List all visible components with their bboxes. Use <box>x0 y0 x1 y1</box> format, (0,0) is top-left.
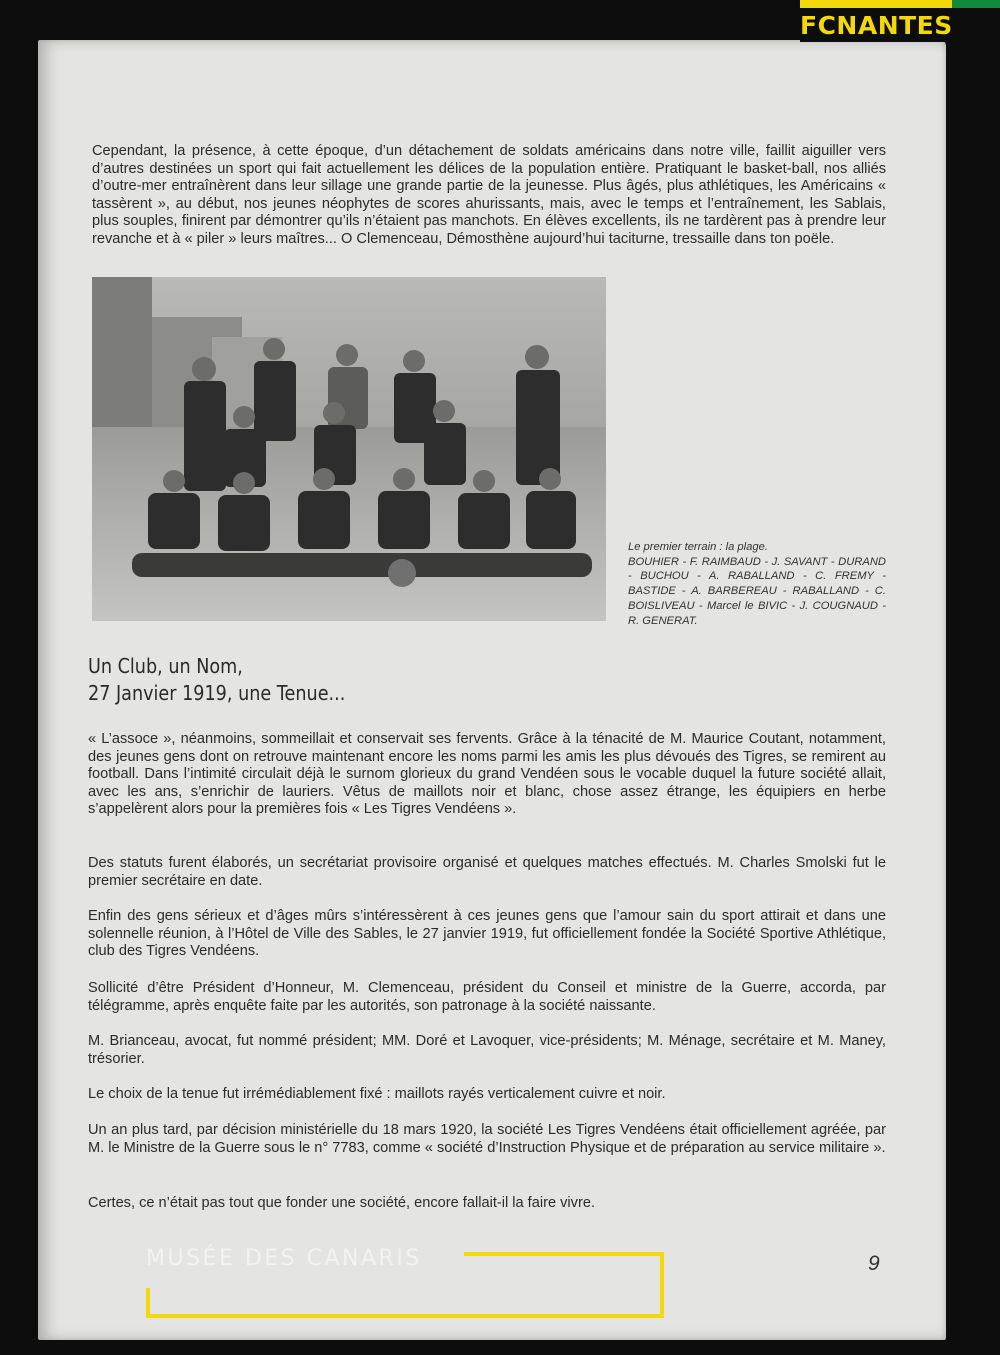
paragraph-7: Un an plus tard, par décision ministérielle du 18 mars 1920, la société Les Tigres Vendéens était officiellement agréée, par M. le Ministre de la Guerre sous le n° 7783, comme « société d’Instruction Physique et de préparation au service militaire ». <box>88 1122 886 1156</box>
paragraph-3: Enfin des gens sérieux et d’âges mûrs s’intéressèrent à ces jeunes gens que l’amour sain du sport attirait et dans une solennelle réunion, à l’Hôtel de Ville des Sables, le 27 janvier 1919, fut officiellement fondée la Société Sportive Athlétique, club des Tigres Vendéens. <box>88 908 886 960</box>
photo-caption-title: Le premier terrain : la plage. <box>628 541 768 553</box>
logo-text: FCNANTES <box>800 11 953 40</box>
photo-caption <box>628 540 886 628</box>
page-number: 9 <box>868 1252 880 1275</box>
fc-nantes-logo <box>800 0 952 42</box>
logo-green-stripe <box>952 0 1000 8</box>
paragraph-8: Certes, ce n’était pas tout que fonder une société, encore fallait-il la faire vivre. <box>88 1195 595 1211</box>
logo-yellow-stripe <box>800 0 952 8</box>
photo-caption-names: BOUHIER - F. RAIMBAUD - J. SAVANT - DURAND - BUCHOU - A. RABALLAND - C. FREMY - BASTIDE - A. BARBEREAU - RABALLAND - C. BOISLIVEAU - Marcel le BIVIC - J. COUGNAUD - R. GENERAT. <box>628 555 886 627</box>
paragraph-5: M. Brianceau, avocat, fut nommé président; MM. Doré et Lavoquer, vice-présidents; M. Ménage, secrétaire et M. Maney, trésorier. <box>88 1033 886 1067</box>
team-photo <box>92 277 606 621</box>
paragraph-1: « L’assoce », néanmoins, sommeillait et conservait ses fervents. Grâce à la ténacité de M. Maurice Coutant, notamment, des jeunes gens dont on retrouve maintenant encore les noms parmi les amis les plus dévoués des Tigres, se remirent au football. Dans l’intimité circulait déjà le surnom glorieux du grand Vendéen sous le vocable duquel la future société allait, avec les ans, s’enrichir de lauriers. Vêtus de maillots noir et blanc, chose assez étrange, les équipiers en herbe s’appelèrent alors pour la premières fois « Les Tigres Vendéens ». <box>88 731 886 818</box>
paragraph-2: Des statuts furent élaborés, un secrétariat provisoire organisé et quelques matches effectués. M. Charles Smolski fut le premier secrétaire en date. <box>88 855 886 889</box>
paragraph-6: Le choix de la tenue fut irrémédiablement fixé : maillots rayés verticalement cuivre et noir. <box>88 1086 666 1102</box>
paragraph-4: Sollicité d’être Président d’Honneur, M. Clemenceau, président du Conseil et ministre de la Guerre, accorda, par télégramme, après enquête faite par les autorités, son patronage à la société naissante. <box>88 980 886 1014</box>
intro-paragraph: Cependant, la présence, à cette époque, d’un détachement de soldats américains dans notre ville, faillit aiguiller vers d’autres destinées un sport qui fait actuellement les délices de la population entière. Pratiquant le basket-ball, nos alliés d’outre-mer entraînèrent dans leur sillage une grande partie de la jeunesse. Plus âgés, plus athlétiques, les Américains « tassèrent », au début, nos jeunes néophytes de scores ahurissants, mais, avec le temps et l’entraînement, les Sablais, plus souples, finirent par démontrer qu’ils n’étaient pas manchots. En élèves excellents, ils ne tardèrent pas à prendre leur revanche et à « piler » leurs maîtres... O Clemenceau, Démosthène aujourd’hui taciturne, tressaille dans ton poële. <box>92 143 886 247</box>
musee-des-canaris-label: MUSÉE DES CANARIS <box>146 1246 422 1271</box>
section-heading-line-1: Un Club, un Nom, <box>88 654 243 678</box>
team-photo-image <box>92 277 606 621</box>
section-heading-line-2: 27 Janvier 1919, une Tenue... <box>88 681 346 705</box>
section-heading <box>88 653 345 707</box>
